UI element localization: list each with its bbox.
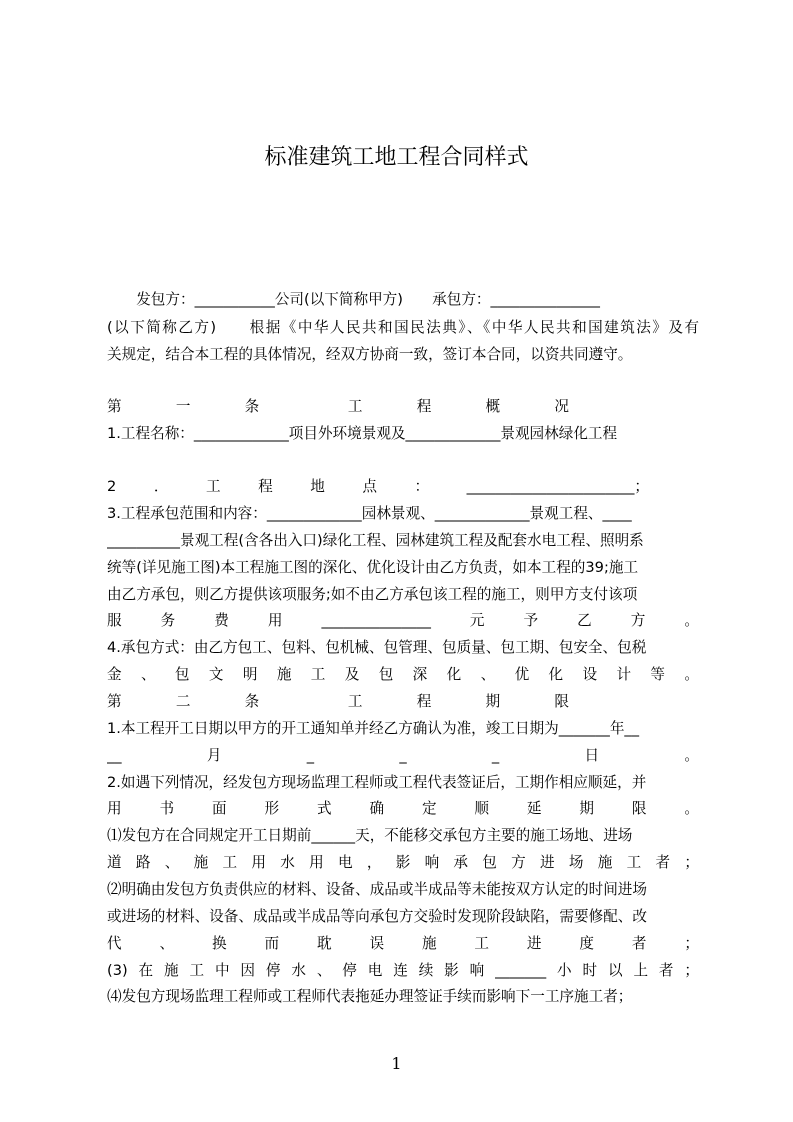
- page-number: 1: [391, 1054, 402, 1073]
- text-line: (3)在施工中因停水、停电连续影响_______小时以上者；: [107, 962, 699, 979]
- text-line: ⑴发包方在合同规定开工日期前______天，不能移交承包方主要的施工场地、进场: [107, 827, 633, 844]
- text-line: ⑵明确由发包方负责供应的材料、设备、成品或半成品等未能按双方认定的时间进场: [107, 881, 647, 898]
- text-line: __________景观工程(含各出入口)绿化工程、园林建筑工程及配套水电工程、照明系: [107, 532, 644, 549]
- text-line: 用书面形式确定顺延期限。: [107, 800, 699, 817]
- text-line: 发包方：___________公司(以下简称甲方) 承包方：_______________: [107, 291, 600, 308]
- text-line: 1.本工程开工日期以甲方的开工通知单并经乙方确认为准，竣工日期为_______年__: [107, 720, 640, 737]
- text-line: 服务费用_______________元予乙方。: [107, 612, 699, 629]
- article-heading: 第 二 条 工 程 期 限: [107, 693, 569, 710]
- text-line: 由乙方承包，则乙方提供该项服务;如不由乙方承包该工程的施工，则甲方支付该项: [107, 586, 638, 603]
- text-line: 4.承包方式：由乙方包工、包料、包机械、包管理、包质量、包工期、包安全、包税: [107, 639, 647, 656]
- text-line: (以下简称乙方) 根据《中华人民共和国民法典》、《中华人民共和国建筑法》及有: [107, 319, 699, 336]
- article-heading: 第 一 条 工 程 概 况: [107, 398, 569, 415]
- text-line: 统等(详见施工图)本工程施工图的深化、优化设计由乙方负责，如本工程的39;施工: [107, 559, 639, 576]
- text-line: 金、包文明施工及包深化、优化设计等。: [107, 666, 699, 683]
- text-line: 或进场的材料、设备、成品或半成品等向承包方交验时发现阶段缺陷，需要修配、改: [107, 908, 647, 925]
- text-line: 2.如遇下列情况，经发包方现场监理工程师或工程代表签证后，工期作相应顺延，并: [107, 774, 647, 791]
- text-line: 2．工程地点：_______________________；: [107, 478, 649, 495]
- text-line: 代、换而耽误施工进度者；: [107, 935, 699, 952]
- text-line: ⑷发包方现场监理工程师或工程师代表拖延办理签证手续而影响下一工序施工者；: [107, 988, 633, 1005]
- text-line: __ 月 _ _ _ 日 。: [107, 747, 699, 764]
- document-title: 标准建筑工地工程合同样式: [264, 145, 529, 170]
- text-line: 关规定，结合本工程的具体情况，经双方协商一致，签订本合同，以资共同遵守。: [107, 346, 633, 363]
- text-line: 3.工程承包范围和内容：_____________园林景观、_____________景观工程、____: [107, 505, 632, 522]
- text-line: 道路、施工用水用电，影响承包方进场施工者；: [107, 854, 699, 871]
- text-line: 1.工程名称：_____________项目外环境景观及_____________景观园林绿化工程: [107, 425, 618, 442]
